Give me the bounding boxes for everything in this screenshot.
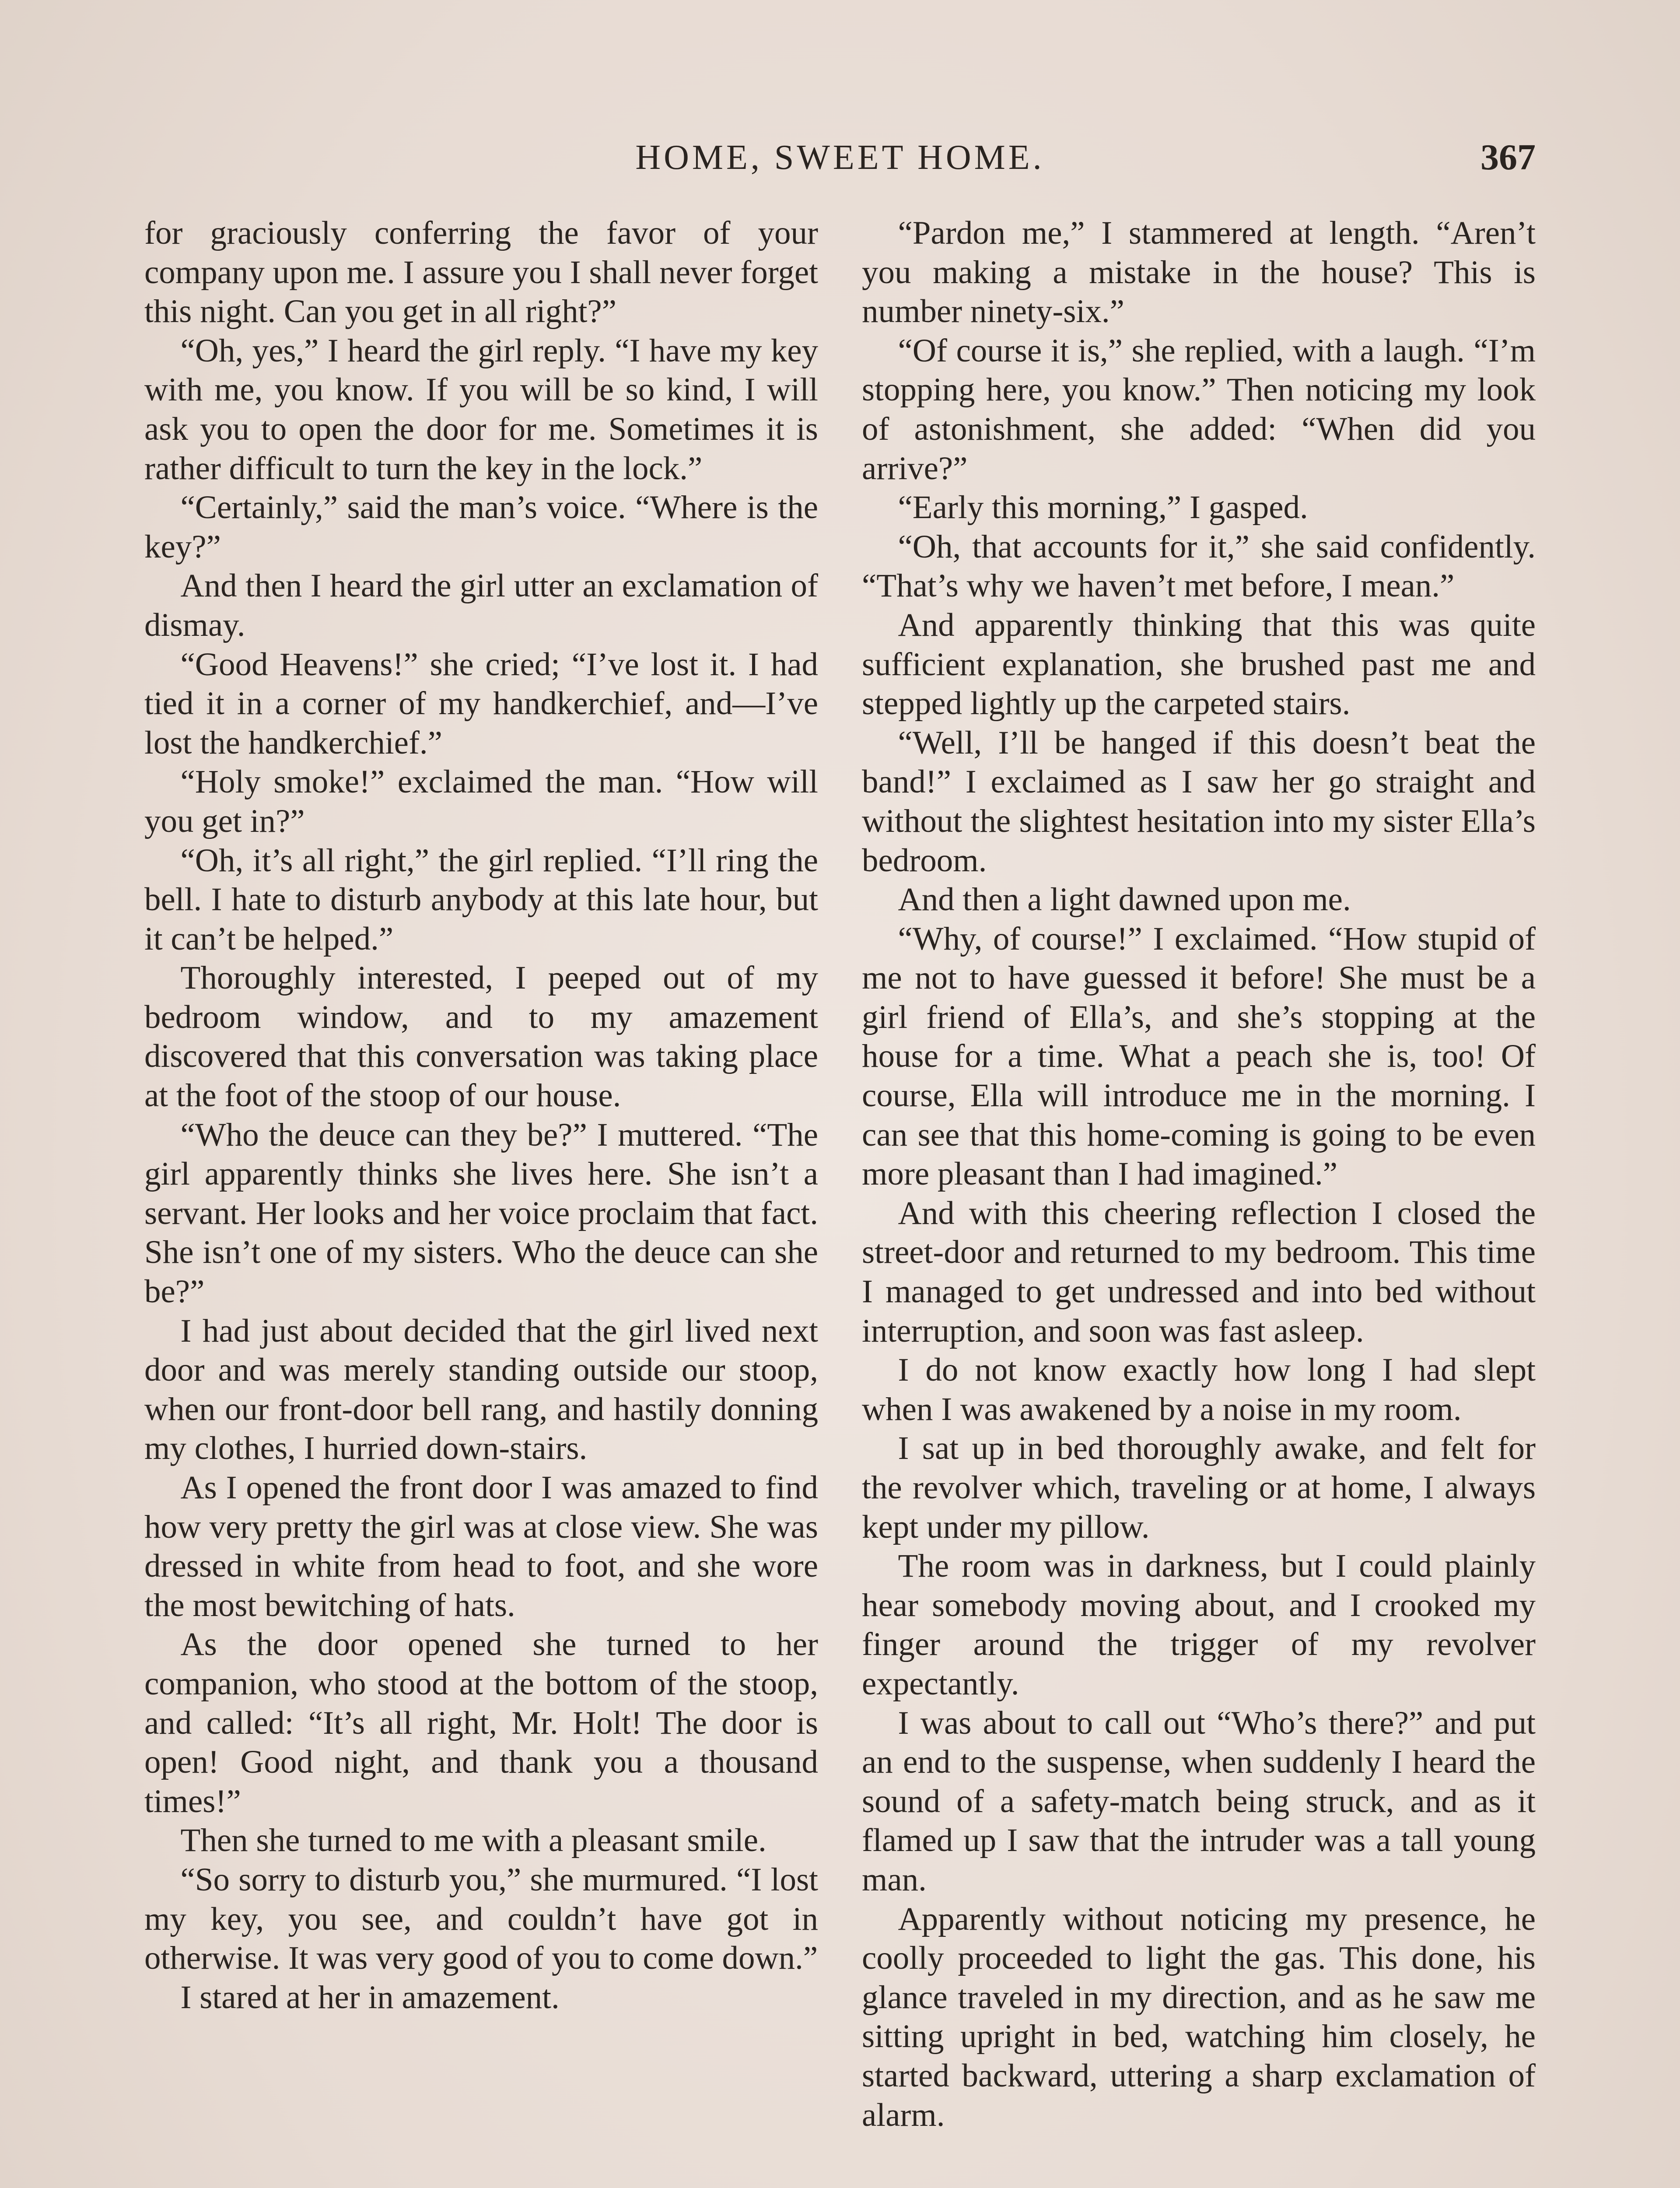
paragraph: for graciously conferring the favor of your company upon me. I assure you I shall never forget this night. Can you get in all right?”	[144, 215, 818, 330]
paragraph: I sat up in bed thoroughly awake, and felt for the revolver which, traveling or at home, I always kept under my pillow.	[862, 1430, 1536, 1545]
paragraph: “Of course it is,” she replied, with a laugh. “I’m stopping here, you know.” Then noticing my look of astonishment, she added: “When did you arrive?”	[862, 332, 1536, 487]
paragraph: I stared at her in amazement.	[180, 1979, 560, 2016]
paragraph: “Well, I’ll be hanged if this doesn’t beat the band!” I exclaimed as I saw her go straight and without the slightest hesitation into my sister Ella’s bedroom.	[862, 724, 1536, 879]
paragraph: Then she turned to me with a pleasant smile.	[180, 1822, 766, 1859]
paragraph: “Oh, that accounts for it,” she said confidently. “That’s why we haven’t met before, I mean.”	[862, 528, 1536, 604]
paragraph: I had just about decided that the girl lived next door and was merely standing outside our stoop, when our front-door bell rang, and hastily donning my clothes, I hurried down-stairs.	[144, 1312, 818, 1467]
paragraph: “Early this morning,” I gasped.	[898, 489, 1308, 526]
paragraph: And with this cheering reflection I closed the street-door and returned to my bedroom. This time I managed to get undressed and into bed without interruption, and soon was fast asleep.	[862, 1195, 1536, 1349]
page-number: 367	[1480, 137, 1536, 178]
running-title: HOME, SWEET HOME.	[635, 138, 1045, 177]
paragraph: And then a light dawned upon me.	[898, 881, 1351, 918]
paragraph: The room was in darkness, but I could plainly hear somebody moving about, and I crooked my finger around the trigger of my revolver expectantly.	[862, 1548, 1536, 1702]
paragraph: “Certainly,” said the man’s voice. “Where is the key?”	[144, 489, 818, 565]
paragraph: “Holy smoke!” exclaimed the man. “How will you get in?”	[144, 764, 818, 839]
paragraph: “Why, of course!” I exclaimed. “How stupid of me not to have guessed it before! She must be a girl friend of Ella’s, and she’s stopping at the house for a time. What a peach she is, too! Of course, Ella will introduce me in the morning. I can see that this home-coming is going to be even more pleasant than I had imagined.”	[862, 920, 1536, 1192]
paragraph: I do not know exactly how long I had slept when I was awakened by a noise in my room.	[862, 1352, 1536, 1427]
paragraph: “Oh, yes,” I heard the girl reply. “I have my key with me, you know. If you will be so kind, I will ask you to open the door for me. Sometimes it is rather difficult to turn the key in the lock.”	[144, 332, 818, 487]
paragraph: Apparently without noticing my presence, he coolly proceeded to light the gas. This done, his glance traveled in my direction, and as he saw me sitting upright in bed, watching him closely, he started backward, uttering a sharp exclamation of alarm.	[862, 1900, 1536, 2133]
right-column	[862, 214, 1536, 2188]
text-columns	[144, 214, 1536, 2188]
paragraph: And then I heard the girl utter an exclamation of dismay.	[144, 568, 818, 643]
page-header	[144, 131, 1536, 184]
paragraph: “Pardon me,” I stammered at length. “Aren’t you making a mistake in the house? This is number ninety-six.”	[862, 215, 1536, 330]
left-column	[144, 214, 818, 2188]
paragraph: As the door opened she turned to her companion, who stood at the bottom of the stoop, and called: “It’s all right, Mr. Holt! The door is open! Good night, and thank you a thousand times!”	[144, 1626, 818, 1820]
paragraph: I was about to call out “Who’s there?” and put an end to the suspense, when suddenly I heard the sound of a safety-match being struck, and as it flamed up I saw that the intruder was a tall young man.	[862, 1704, 1536, 1898]
paragraph: “Who the deuce can they be?” I muttered. “The girl apparently thinks she lives here. She isn’t a servant. Her looks and her voice proclaim that fact. She isn’t one of my sisters. Who the deuce can she be?”	[144, 1116, 818, 1310]
paragraph: “Oh, it’s all right,” the girl replied. “I’ll ring the bell. I hate to disturb anybody at this late hour, but it can’t be helped.”	[144, 842, 818, 957]
paragraph: And apparently thinking that this was quite sufficient explanation, she brushed past me and stepped lightly up the carpeted stairs.	[862, 607, 1536, 722]
paragraph: “Good Heavens!” she cried; “I’ve lost it. I had tied it in a corner of my handkerchief, and—I’ve lost the handkerchief.”	[144, 646, 818, 761]
paragraph: As I opened the front door I was amazed to find how very pretty the girl was at close view. She was dressed in white from head to foot, and she wore the most bewitching of hats.	[144, 1469, 818, 1623]
paragraph: Thoroughly interested, I peeped out of my bedroom window, and to my amazement discovered that this conversation was taking place at the foot of the stoop of our house.	[144, 960, 818, 1114]
paragraph: “So sorry to disturb you,” she murmured. “I lost my key, you see, and couldn’t have got in otherwise. It was very good of you to come down.”	[144, 1861, 818, 1977]
